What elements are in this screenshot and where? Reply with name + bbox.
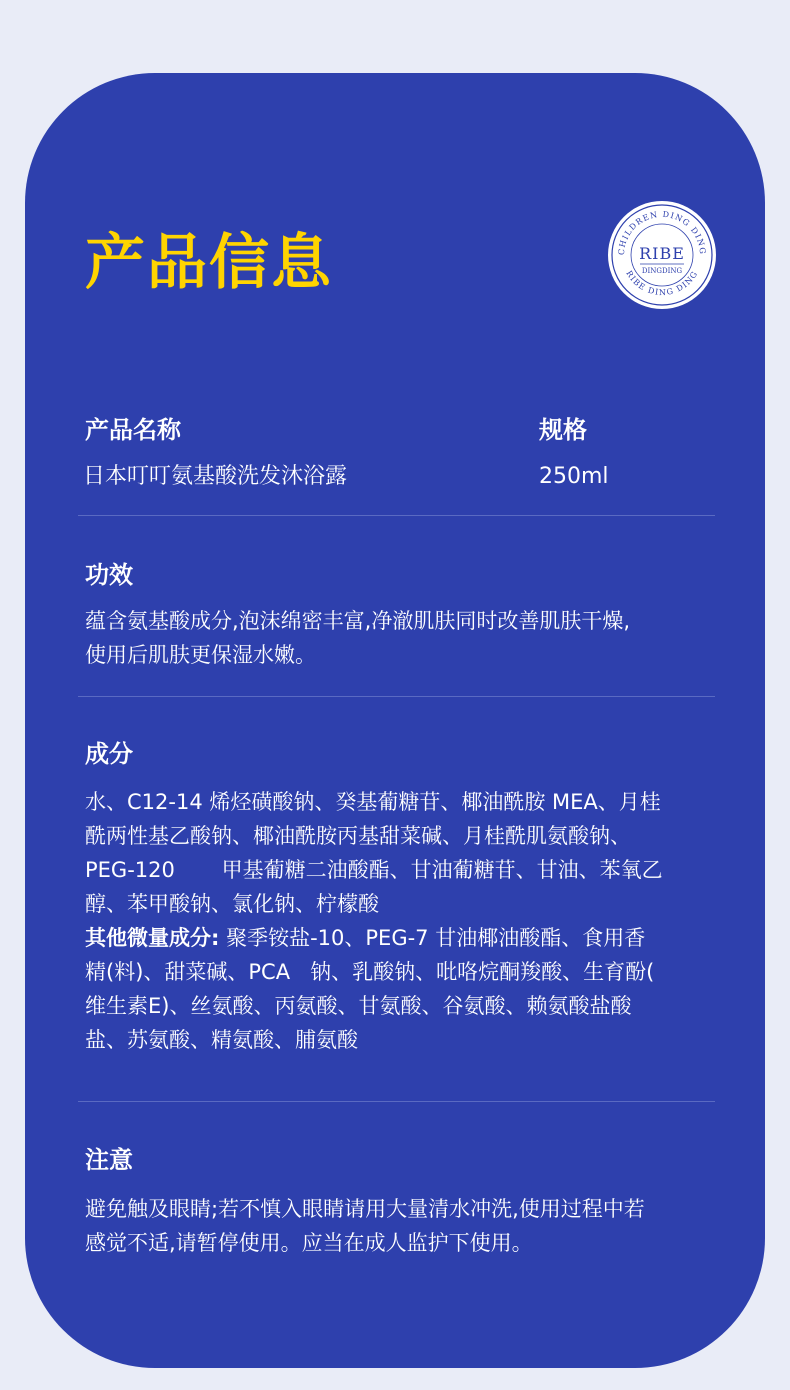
product-info-card xyxy=(25,73,765,1368)
spec-label: 规格 xyxy=(539,416,587,444)
ingredients-line: 醇、苯甲酸钠、氯化钠、柠檬酸 xyxy=(85,892,379,916)
divider xyxy=(78,696,715,697)
product-name-value: 日本叮叮氨基酸洗发沐浴露 xyxy=(83,464,348,489)
divider xyxy=(78,1101,715,1102)
ingredients-text xyxy=(85,785,713,1057)
caution-line: 感觉不适,请暂停使用。应当在成人监护下使用。 xyxy=(85,1231,533,1255)
efficacy-text xyxy=(85,604,713,672)
badge-ring-top: CHILDREN DING DING xyxy=(616,209,708,256)
efficacy-label: 功效 xyxy=(85,561,133,589)
other-ingredients-label: 其他微量成分: xyxy=(85,926,220,950)
spec-value: 250ml xyxy=(539,464,609,489)
ingredients-line: 酰两性基乙酸钠、椰油酰胺丙基甜菜碱、月桂酰肌氨酸钠、 xyxy=(85,824,631,848)
ingredients-line: PEG-120 甲基葡糖二油酸酯、甘油葡糖苷、甘油、苯氧乙 xyxy=(85,858,663,882)
divider xyxy=(78,515,715,516)
caution-label: 注意 xyxy=(85,1146,133,1174)
ingredients-line: 盐、苏氨酸、精氨酸、脯氨酸 xyxy=(85,1028,358,1052)
brand-badge-seal xyxy=(608,201,716,309)
ingredients-line: 维生素E)、丝氨酸、丙氨酸、甘氨酸、谷氨酸、赖氨酸盐酸 xyxy=(85,994,632,1018)
badge-ring-bottom: RIBE DING DING xyxy=(624,269,700,298)
brand-badge xyxy=(608,201,716,309)
other-ingredients-text: 聚季铵盐-10、PEG-7 甘油椰油酸酯、食用香 xyxy=(219,926,646,950)
ingredients-line: 水、C12-14 烯烃磺酸钠、癸基葡糖苷、椰油酰胺 MEA、月桂 xyxy=(85,790,661,814)
ingredients-line: 精(料)、甜菜碱、PCA 钠、乳酸钠、吡咯烷酮羧酸、生育酚( xyxy=(85,960,655,984)
caution-line: 避免触及眼睛;若不慎入眼睛请用大量清水冲洗,使用过程中若 xyxy=(85,1197,645,1221)
badge-brand-name: RIBE xyxy=(639,244,685,263)
efficacy-line: 使用后肌肤更保湿水嫩。 xyxy=(85,643,316,667)
efficacy-line: 蕴含氨基酸成分,泡沫绵密丰富,净澈肌肤同时改善肌肤干燥, xyxy=(85,609,631,633)
page-title: 产品信息 xyxy=(85,228,333,298)
badge-brand-sub: DINGDING xyxy=(641,267,683,275)
product-name-label: 产品名称 xyxy=(85,416,181,444)
other-ingredients-first-line xyxy=(85,921,713,955)
ingredients-label: 成分 xyxy=(85,740,133,768)
caution-text xyxy=(85,1192,713,1260)
